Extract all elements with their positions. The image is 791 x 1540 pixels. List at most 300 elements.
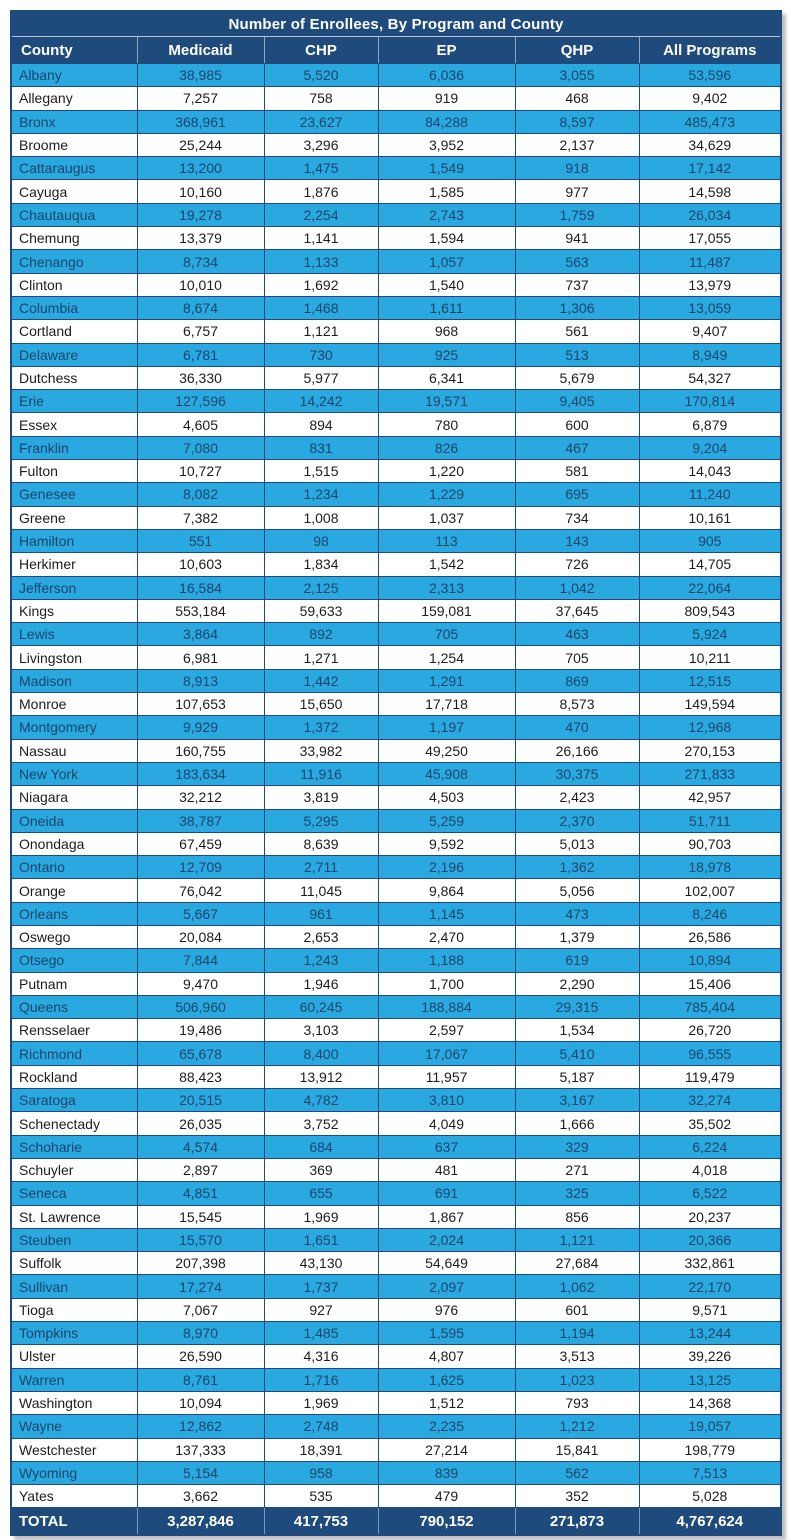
all-programs-cell: 785,404 [639, 995, 781, 1018]
qhp-cell: 3,167 [515, 1089, 639, 1112]
medicaid-cell: 7,257 [137, 87, 264, 110]
medicaid-cell: 15,545 [137, 1205, 264, 1228]
ep-cell: 159,081 [378, 599, 515, 622]
ep-cell: 1,220 [378, 460, 515, 483]
qhp-cell: 5,410 [515, 1042, 639, 1065]
medicaid-cell: 553,184 [137, 599, 264, 622]
qhp-cell: 1,194 [515, 1322, 639, 1345]
table-row [11, 1228, 781, 1251]
all-programs-cell: 34,629 [639, 133, 781, 156]
medicaid-cell: 25,244 [137, 133, 264, 156]
chp-cell: 23,627 [264, 110, 378, 133]
chp-cell: 1,121 [264, 320, 378, 343]
county-cell: Seneca [11, 1182, 137, 1205]
table-row [11, 949, 781, 972]
county-cell: Broome [11, 133, 137, 156]
county-cell: Richmond [11, 1042, 137, 1065]
all-programs-cell: 14,598 [639, 180, 781, 203]
ep-cell: 1,611 [378, 296, 515, 319]
chp-cell: 33,982 [264, 739, 378, 762]
ep-cell: 1,700 [378, 972, 515, 995]
county-cell: Steuben [11, 1228, 137, 1251]
ep-cell: 9,864 [378, 879, 515, 902]
ep-cell: 481 [378, 1158, 515, 1181]
qhp-cell: 918 [515, 157, 639, 180]
all-programs-cell: 119,479 [639, 1065, 781, 1088]
chp-cell: 1,876 [264, 180, 378, 203]
all-programs-cell: 6,522 [639, 1182, 781, 1205]
table-row [11, 623, 781, 646]
medicaid-cell: 6,981 [137, 646, 264, 669]
ep-cell: 3,810 [378, 1089, 515, 1112]
all-programs-cell: 22,170 [639, 1275, 781, 1298]
qhp-cell: 1,062 [515, 1275, 639, 1298]
ep-cell: 19,571 [378, 390, 515, 413]
county-cell: Greene [11, 506, 137, 529]
medicaid-cell: 10,727 [137, 460, 264, 483]
table-row [11, 1368, 781, 1391]
qhp-cell: 5,187 [515, 1065, 639, 1088]
county-cell: Albany [11, 64, 137, 87]
qhp-cell: 581 [515, 460, 639, 483]
table-title: Number of Enrollees, By Program and County [11, 11, 781, 37]
chp-cell: 3,296 [264, 133, 378, 156]
chp-cell: 3,103 [264, 1019, 378, 1042]
all-programs-cell: 26,720 [639, 1019, 781, 1042]
all-programs-cell: 20,366 [639, 1228, 781, 1251]
county-cell: Livingston [11, 646, 137, 669]
qhp-cell: 1,362 [515, 856, 639, 879]
all-programs-cell: 14,705 [639, 553, 781, 576]
chp-cell: 1,133 [264, 250, 378, 273]
chp-cell: 961 [264, 902, 378, 925]
county-cell: Ontario [11, 856, 137, 879]
qhp-cell: 869 [515, 669, 639, 692]
county-cell: Wyoming [11, 1461, 137, 1484]
qhp-cell: 737 [515, 273, 639, 296]
chp-cell: 1,485 [264, 1322, 378, 1345]
qhp-cell: 463 [515, 623, 639, 646]
all-programs-cell: 8,246 [639, 902, 781, 925]
all-programs-cell: 485,473 [639, 110, 781, 133]
table-row [11, 413, 781, 436]
chp-cell: 4,782 [264, 1089, 378, 1112]
all-programs-cell: 8,949 [639, 343, 781, 366]
all-programs-cell: 5,028 [639, 1485, 781, 1508]
qhp-cell: 977 [515, 180, 639, 203]
medicaid-cell: 10,094 [137, 1391, 264, 1414]
chp-cell: 1,946 [264, 972, 378, 995]
ep-cell: 17,067 [378, 1042, 515, 1065]
qhp-cell: 352 [515, 1485, 639, 1508]
county-cell: Warren [11, 1368, 137, 1391]
medicaid-cell: 38,787 [137, 809, 264, 832]
all-programs-cell: 9,204 [639, 436, 781, 459]
county-cell: New York [11, 762, 137, 785]
chp-cell: 18,391 [264, 1438, 378, 1461]
chp-cell: 8,639 [264, 832, 378, 855]
county-cell: St. Lawrence [11, 1205, 137, 1228]
chp-cell: 684 [264, 1135, 378, 1158]
all-programs-cell: 22,064 [639, 576, 781, 599]
county-cell: Rockland [11, 1065, 137, 1088]
ep-cell: 2,743 [378, 203, 515, 226]
all-programs-cell: 15,406 [639, 972, 781, 995]
qhp-cell: 513 [515, 343, 639, 366]
all-programs-cell: 149,594 [639, 693, 781, 716]
chp-cell: 892 [264, 623, 378, 646]
county-cell: Sullivan [11, 1275, 137, 1298]
chp-cell: 11,045 [264, 879, 378, 902]
medicaid-cell: 12,709 [137, 856, 264, 879]
table-row [11, 296, 781, 319]
chp-cell: 3,752 [264, 1112, 378, 1135]
chp-cell: 60,245 [264, 995, 378, 1018]
county-cell: Chemung [11, 227, 137, 250]
all-programs-cell: 905 [639, 529, 781, 552]
table-row [11, 809, 781, 832]
qhp-cell: 271 [515, 1158, 639, 1181]
table-row [11, 1391, 781, 1414]
qhp-cell: 2,290 [515, 972, 639, 995]
table-row [11, 1322, 781, 1345]
county-cell: Cattaraugus [11, 157, 137, 180]
all-programs-cell: 53,596 [639, 64, 781, 87]
ep-cell: 839 [378, 1461, 515, 1484]
chp-cell: 14,242 [264, 390, 378, 413]
county-cell: Tompkins [11, 1322, 137, 1345]
qhp-cell: 26,166 [515, 739, 639, 762]
county-cell: Herkimer [11, 553, 137, 576]
qhp-cell: 5,013 [515, 832, 639, 855]
medicaid-cell: 7,067 [137, 1298, 264, 1321]
table-row [11, 995, 781, 1018]
all-programs-cell: 5,924 [639, 623, 781, 646]
county-cell: Schoharie [11, 1135, 137, 1158]
qhp-cell: 467 [515, 436, 639, 459]
ep-cell: 2,470 [378, 925, 515, 948]
qhp-cell: 1,666 [515, 1112, 639, 1135]
total-qhp: 271,873 [515, 1508, 639, 1536]
county-cell: Genesee [11, 483, 137, 506]
county-cell: Suffolk [11, 1252, 137, 1275]
chp-cell: 13,912 [264, 1065, 378, 1088]
ep-cell: 826 [378, 436, 515, 459]
county-cell: Wayne [11, 1415, 137, 1438]
all-programs-cell: 14,368 [639, 1391, 781, 1414]
ep-cell: 1,549 [378, 157, 515, 180]
chp-cell: 4,316 [264, 1345, 378, 1368]
enrollment-table [10, 10, 782, 1536]
qhp-cell: 37,645 [515, 599, 639, 622]
county-cell: Schenectady [11, 1112, 137, 1135]
all-programs-cell: 39,226 [639, 1345, 781, 1368]
table-row [11, 1019, 781, 1042]
table-row [11, 273, 781, 296]
county-cell: Montgomery [11, 716, 137, 739]
all-programs-cell: 13,979 [639, 273, 781, 296]
ep-cell: 2,024 [378, 1228, 515, 1251]
chp-cell: 535 [264, 1485, 378, 1508]
table-row [11, 856, 781, 879]
chp-cell: 894 [264, 413, 378, 436]
chp-cell: 5,295 [264, 809, 378, 832]
qhp-cell: 325 [515, 1182, 639, 1205]
medicaid-cell: 13,379 [137, 227, 264, 250]
qhp-cell: 2,370 [515, 809, 639, 832]
ep-cell: 925 [378, 343, 515, 366]
county-cell: Nassau [11, 739, 137, 762]
all-programs-cell: 170,814 [639, 390, 781, 413]
qhp-cell: 726 [515, 553, 639, 576]
table-row [11, 1485, 781, 1508]
ep-cell: 1,625 [378, 1368, 515, 1391]
ep-cell: 1,595 [378, 1322, 515, 1345]
ep-cell: 1,585 [378, 180, 515, 203]
table-row [11, 227, 781, 250]
ep-cell: 1,188 [378, 949, 515, 972]
qhp-cell: 468 [515, 87, 639, 110]
medicaid-cell: 7,382 [137, 506, 264, 529]
table-header-row [11, 37, 781, 64]
ep-cell: 188,884 [378, 995, 515, 1018]
table-body [11, 64, 781, 1508]
medicaid-cell: 26,035 [137, 1112, 264, 1135]
table-row [11, 460, 781, 483]
county-cell: Niagara [11, 786, 137, 809]
qhp-cell: 695 [515, 483, 639, 506]
qhp-cell: 1,212 [515, 1415, 639, 1438]
table-row [11, 1438, 781, 1461]
table-row [11, 786, 781, 809]
table-row [11, 250, 781, 273]
county-cell: Putnam [11, 972, 137, 995]
table-row [11, 180, 781, 203]
county-cell: Orange [11, 879, 137, 902]
all-programs-cell: 19,057 [639, 1415, 781, 1438]
all-programs-cell: 96,555 [639, 1042, 781, 1065]
ep-cell: 113 [378, 529, 515, 552]
table-row [11, 646, 781, 669]
chp-cell: 3,819 [264, 786, 378, 809]
table-row [11, 110, 781, 133]
table-row [11, 902, 781, 925]
table-row [11, 1275, 781, 1298]
all-programs-cell: 26,034 [639, 203, 781, 226]
chp-cell: 1,969 [264, 1391, 378, 1414]
chp-cell: 59,633 [264, 599, 378, 622]
county-cell: Jefferson [11, 576, 137, 599]
medicaid-cell: 4,851 [137, 1182, 264, 1205]
county-cell: Schuyler [11, 1158, 137, 1181]
medicaid-cell: 19,278 [137, 203, 264, 226]
ep-cell: 2,597 [378, 1019, 515, 1042]
chp-cell: 1,692 [264, 273, 378, 296]
ep-cell: 2,196 [378, 856, 515, 879]
medicaid-cell: 8,761 [137, 1368, 264, 1391]
medicaid-cell: 88,423 [137, 1065, 264, 1088]
all-programs-cell: 102,007 [639, 879, 781, 902]
qhp-cell: 601 [515, 1298, 639, 1321]
table-row [11, 203, 781, 226]
ep-cell: 1,594 [378, 227, 515, 250]
chp-cell: 8,400 [264, 1042, 378, 1065]
chp-cell: 1,515 [264, 460, 378, 483]
medicaid-cell: 76,042 [137, 879, 264, 902]
table-row [11, 1252, 781, 1275]
county-cell: Oneida [11, 809, 137, 832]
table-row [11, 1089, 781, 1112]
qhp-cell: 15,841 [515, 1438, 639, 1461]
county-cell: Madison [11, 669, 137, 692]
medicaid-cell: 65,678 [137, 1042, 264, 1065]
chp-cell: 1,442 [264, 669, 378, 692]
county-cell: Clinton [11, 273, 137, 296]
county-cell: Chautauqua [11, 203, 137, 226]
county-cell: Cortland [11, 320, 137, 343]
all-programs-cell: 809,543 [639, 599, 781, 622]
qhp-cell: 563 [515, 250, 639, 273]
medicaid-cell: 5,154 [137, 1461, 264, 1484]
ep-cell: 691 [378, 1182, 515, 1205]
county-cell: Ulster [11, 1345, 137, 1368]
qhp-cell: 473 [515, 902, 639, 925]
qhp-cell: 1,759 [515, 203, 639, 226]
table-row [11, 343, 781, 366]
medicaid-cell: 10,010 [137, 273, 264, 296]
medicaid-cell: 3,864 [137, 623, 264, 646]
county-cell: Cayuga [11, 180, 137, 203]
table-row [11, 320, 781, 343]
ep-cell: 27,214 [378, 1438, 515, 1461]
total-ep: 790,152 [378, 1508, 515, 1536]
table-row [11, 506, 781, 529]
chp-cell: 15,650 [264, 693, 378, 716]
chp-cell: 369 [264, 1158, 378, 1181]
county-cell: Westchester [11, 1438, 137, 1461]
medicaid-cell: 13,200 [137, 157, 264, 180]
ep-cell: 4,049 [378, 1112, 515, 1135]
table-row [11, 1135, 781, 1158]
all-programs-cell: 18,978 [639, 856, 781, 879]
medicaid-cell: 10,160 [137, 180, 264, 203]
ep-cell: 6,036 [378, 64, 515, 87]
medicaid-cell: 67,459 [137, 832, 264, 855]
table-row [11, 87, 781, 110]
county-cell: Chenango [11, 250, 137, 273]
all-programs-cell: 17,142 [639, 157, 781, 180]
table-row [11, 762, 781, 785]
table-row [11, 576, 781, 599]
ep-cell: 3,952 [378, 133, 515, 156]
medicaid-cell: 12,862 [137, 1415, 264, 1438]
qhp-cell: 793 [515, 1391, 639, 1414]
table-row [11, 1065, 781, 1088]
qhp-cell: 143 [515, 529, 639, 552]
chp-cell: 958 [264, 1461, 378, 1484]
chp-cell: 11,916 [264, 762, 378, 785]
ep-cell: 1,291 [378, 669, 515, 692]
chp-cell: 1,834 [264, 553, 378, 576]
county-cell: Erie [11, 390, 137, 413]
table-row [11, 925, 781, 948]
chp-cell: 1,468 [264, 296, 378, 319]
county-cell: Essex [11, 413, 137, 436]
ep-cell: 1,197 [378, 716, 515, 739]
all-programs-cell: 35,502 [639, 1112, 781, 1135]
table-row [11, 1042, 781, 1065]
qhp-cell: 8,573 [515, 693, 639, 716]
medicaid-cell: 5,667 [137, 902, 264, 925]
ep-cell: 84,288 [378, 110, 515, 133]
all-programs-cell: 9,571 [639, 1298, 781, 1321]
county-cell: Monroe [11, 693, 137, 716]
medicaid-cell: 9,470 [137, 972, 264, 995]
all-programs-cell: 6,879 [639, 413, 781, 436]
qhp-cell: 470 [515, 716, 639, 739]
all-programs-cell: 4,018 [639, 1158, 781, 1181]
qhp-cell: 705 [515, 646, 639, 669]
table-row [11, 1461, 781, 1484]
qhp-cell: 8,597 [515, 110, 639, 133]
total-chp: 417,753 [264, 1508, 378, 1536]
qhp-cell: 734 [515, 506, 639, 529]
ep-cell: 1,542 [378, 553, 515, 576]
qhp-cell: 3,055 [515, 64, 639, 87]
medicaid-cell: 160,755 [137, 739, 264, 762]
table-row [11, 669, 781, 692]
ep-cell: 6,341 [378, 366, 515, 389]
all-programs-cell: 332,861 [639, 1252, 781, 1275]
all-programs-cell: 10,894 [639, 949, 781, 972]
ep-cell: 1,037 [378, 506, 515, 529]
table-row [11, 1298, 781, 1321]
county-cell: Hamilton [11, 529, 137, 552]
table-row [11, 693, 781, 716]
total-row [11, 1508, 781, 1536]
all-programs-cell: 10,161 [639, 506, 781, 529]
table-row [11, 599, 781, 622]
all-programs-cell: 42,957 [639, 786, 781, 809]
qhp-cell: 941 [515, 227, 639, 250]
all-programs-cell: 20,237 [639, 1205, 781, 1228]
chp-cell: 1,969 [264, 1205, 378, 1228]
all-programs-cell: 51,711 [639, 809, 781, 832]
medicaid-cell: 4,605 [137, 413, 264, 436]
ep-cell: 9,592 [378, 832, 515, 855]
column-header-chp: CHP [264, 37, 378, 64]
chp-cell: 5,977 [264, 366, 378, 389]
ep-cell: 976 [378, 1298, 515, 1321]
chp-cell: 5,520 [264, 64, 378, 87]
qhp-cell: 3,513 [515, 1345, 639, 1368]
column-header-county: County [11, 37, 137, 64]
table-row [11, 1205, 781, 1228]
qhp-cell: 856 [515, 1205, 639, 1228]
ep-cell: 919 [378, 87, 515, 110]
medicaid-cell: 6,757 [137, 320, 264, 343]
qhp-cell: 329 [515, 1135, 639, 1158]
table-row [11, 553, 781, 576]
county-cell: Queens [11, 995, 137, 1018]
all-programs-cell: 26,586 [639, 925, 781, 948]
medicaid-cell: 16,584 [137, 576, 264, 599]
qhp-cell: 1,379 [515, 925, 639, 948]
chp-cell: 831 [264, 436, 378, 459]
table-row [11, 832, 781, 855]
ep-cell: 1,540 [378, 273, 515, 296]
county-cell: Fulton [11, 460, 137, 483]
